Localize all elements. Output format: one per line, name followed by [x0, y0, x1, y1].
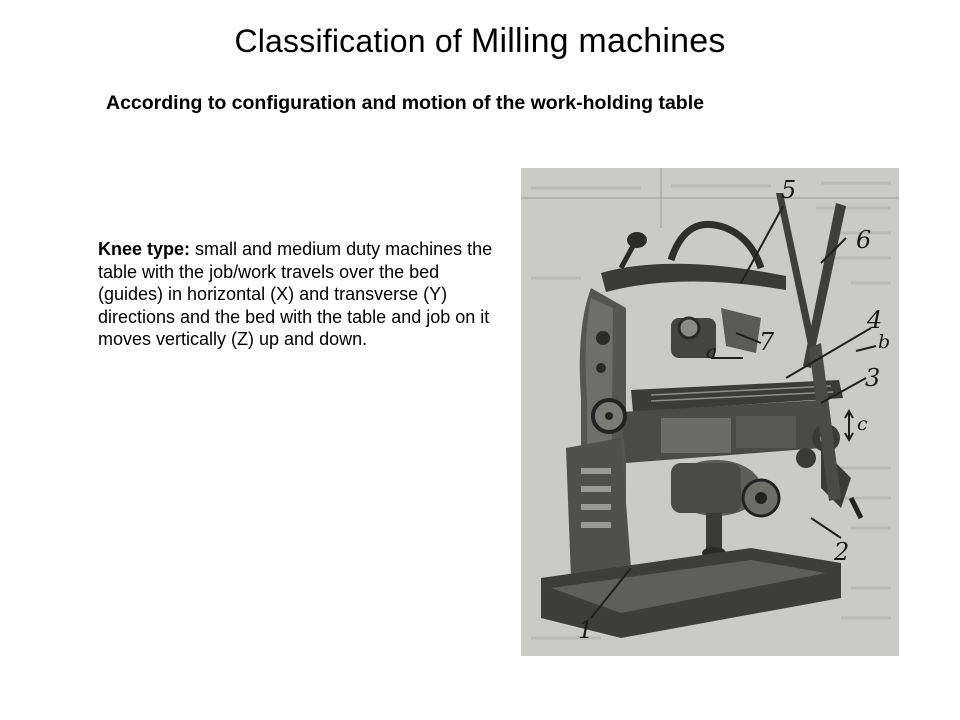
callout-6: 6 [856, 226, 872, 254]
title-part-2: Milling machines [471, 22, 726, 60]
callout-2: 2 [834, 538, 850, 566]
callout-1: 1 [578, 616, 594, 644]
motion-label-b: b [878, 331, 891, 353]
motion-label-c: c [857, 413, 868, 435]
milling-machine-drawing [521, 168, 899, 656]
slide-title [0, 22, 960, 61]
body-text: small and medium duty machines the table with the job/work travels over the bed (guides) in horizontal (X) and transverse (Y) directions and the bed with the table and job on it moves vertically (Z) up and down. [98, 239, 493, 350]
body-paragraph [98, 238, 498, 351]
callout-3: 3 [865, 364, 881, 392]
milling-machine-figure [521, 168, 899, 656]
body-lead: Knee type: [98, 239, 191, 259]
callout-7: 7 [759, 328, 775, 356]
motion-label-a: a [706, 341, 718, 363]
callout-4: 4 [867, 306, 883, 334]
callout-5: 5 [781, 176, 797, 204]
title-part-1: Classification of [234, 23, 472, 59]
slide-subtitle: According to configuration and motion of the work-holding table [106, 92, 704, 114]
